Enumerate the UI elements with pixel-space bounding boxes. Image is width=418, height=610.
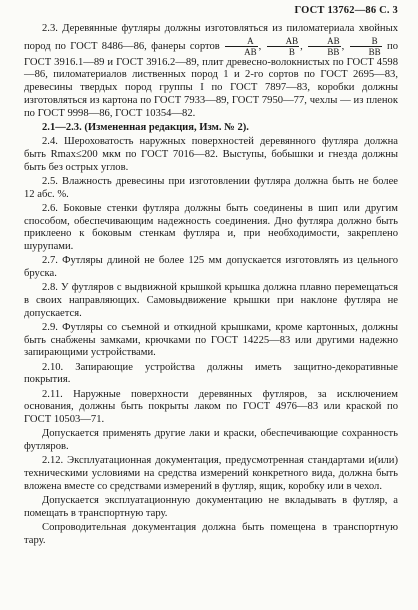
paragraph-2-12: 2.12. Эксплуатационная документация, предусмотренная стандартами и(или) техническими условиями на средства измерений конкретного вида, должна быть вложена вместе со средствами измерений в футляр, ящик, коробку или в чехол. xyxy=(24,455,398,492)
paragraph-2-11: 2.11. Наружные поверхности деревянных футляров, за исключением основания, должны быть покрыты лаком по ГОСТ 4976—83 или краской по ГОСТ 10503—71. xyxy=(24,388,398,426)
paragraph-2-5: 2.5. Влажность древесины при изготовлении футляра должна быть не более 12 абс. %. xyxy=(24,175,398,200)
paragraph-2-10: 2.10. Запирающие устройства должны иметь защитно-декоративные покрытия. xyxy=(24,361,398,386)
paragraph-2-9: 2.9. Футляры со съемной и откидной крышками, кроме картонных, должны быть снабжены замками, крючками по ГОСТ 14225—83 или другими надежно запирающими устройствами. xyxy=(24,321,398,359)
page-header: ГОСТ 13762—86 С. 3 xyxy=(294,5,398,16)
paragraph-2-11-note: Допускается применять другие лаки и краски, обеспечивающие сохранность футляров. xyxy=(24,428,398,453)
amendment-note: 2.1—2.3. (Измененная редакция, Изм. № 2). xyxy=(42,121,249,133)
paragraph-2-7: 2.7. Футляры длиной не более 125 мм допускается изготовлять из цельного бруска. xyxy=(24,255,398,279)
paragraph-2-3-text-a: 2.3. Деревянные футляры должны изготовляться из пиломатериала хвойных пород по ГОСТ 8486—86, фанеры сортов xyxy=(24,23,398,52)
paragraph-2-8: 2.8. У футляров с выдвижной крышкой крышка должна плавно перемещаться в своих направляющих. Самовыдвижение крышки при наклоне футляра не допускается. xyxy=(24,282,398,319)
paragraph-2-6: 2.6. Боковые стенки футляра должны быть соединены в шип или другим способом, обеспечивающим надежность соединения. Дно футляра должно быть приклеено к боковым стенкам футляра и, при необходимости, закреплено шурупами. xyxy=(24,202,398,252)
document-body xyxy=(24,23,398,549)
paragraph-2-12-note-2: Сопроводительная документация должна быть помещена в транспортную тару. xyxy=(24,522,398,546)
fraction-1: $\frac{A}{AB}$ xyxy=(225,36,258,57)
fraction-2: $\frac{AB}{B}$ xyxy=(267,36,300,57)
paragraph-2-3: 2.3. Деревянные футляры должны изготовляться из пиломатериала хвойных пород по ГОСТ 8486—86, фанеры сортов $\frac{A}{AB}$ , $\frac{AB}{B}$ , $\frac{AB}{BB}$ , $\frac{B}{BB}$ по ГОСТ 3916.1—89 и ГОСТ 3916.2—89, плит древесно-волокнистых по ГОСТ 4598—86, пиломатериалов лиственных пород 1 и 2-го сортов по ГОСТ 2695—83, древесины твердых пород группы I по ГОСТ 7897—83, коробки должны изготовляться из картона по ГОСТ 7933—89, ГОСТ 7950—77, чехлы — из пленок по ГОСТ 9998—86, ГОСТ 10354—82. xyxy=(24,23,398,119)
fraction-4: $\frac{B}{BB}$ xyxy=(350,36,382,57)
paragraph-2-3-text-b: по ГОСТ 3916.1—89 и ГОСТ 3916.2—89, плит древесно-волокнистых по ГОСТ 4598—86, пиломатериалов лиственных пород 1 и 2-го сортов по ГОСТ 2695—83, древесины твердых пород группы I по ГОСТ 7897—83, коробки должны изготовляться из картона по ГОСТ 7933—89, ГОСТ 7950—77, чехлы — из пленок по ГОСТ 9998—86, ГОСТ 10354—82. xyxy=(24,40,398,119)
fraction-3: $\frac{AB}{BB}$ xyxy=(308,36,341,57)
paragraph-2-4: 2.4. Шероховатость наружных поверхностей деревянного футляра должна быть Rmax≤200 мкм по ГОСТ 7016—82. Выступы, бобышки и гнезда должны быть без острых углов. xyxy=(24,136,398,173)
paragraph-2-12-note-1: Допускается эксплуатационную документацию не вкладывать в футляр, а помещать в транспортную тару. xyxy=(24,495,398,519)
